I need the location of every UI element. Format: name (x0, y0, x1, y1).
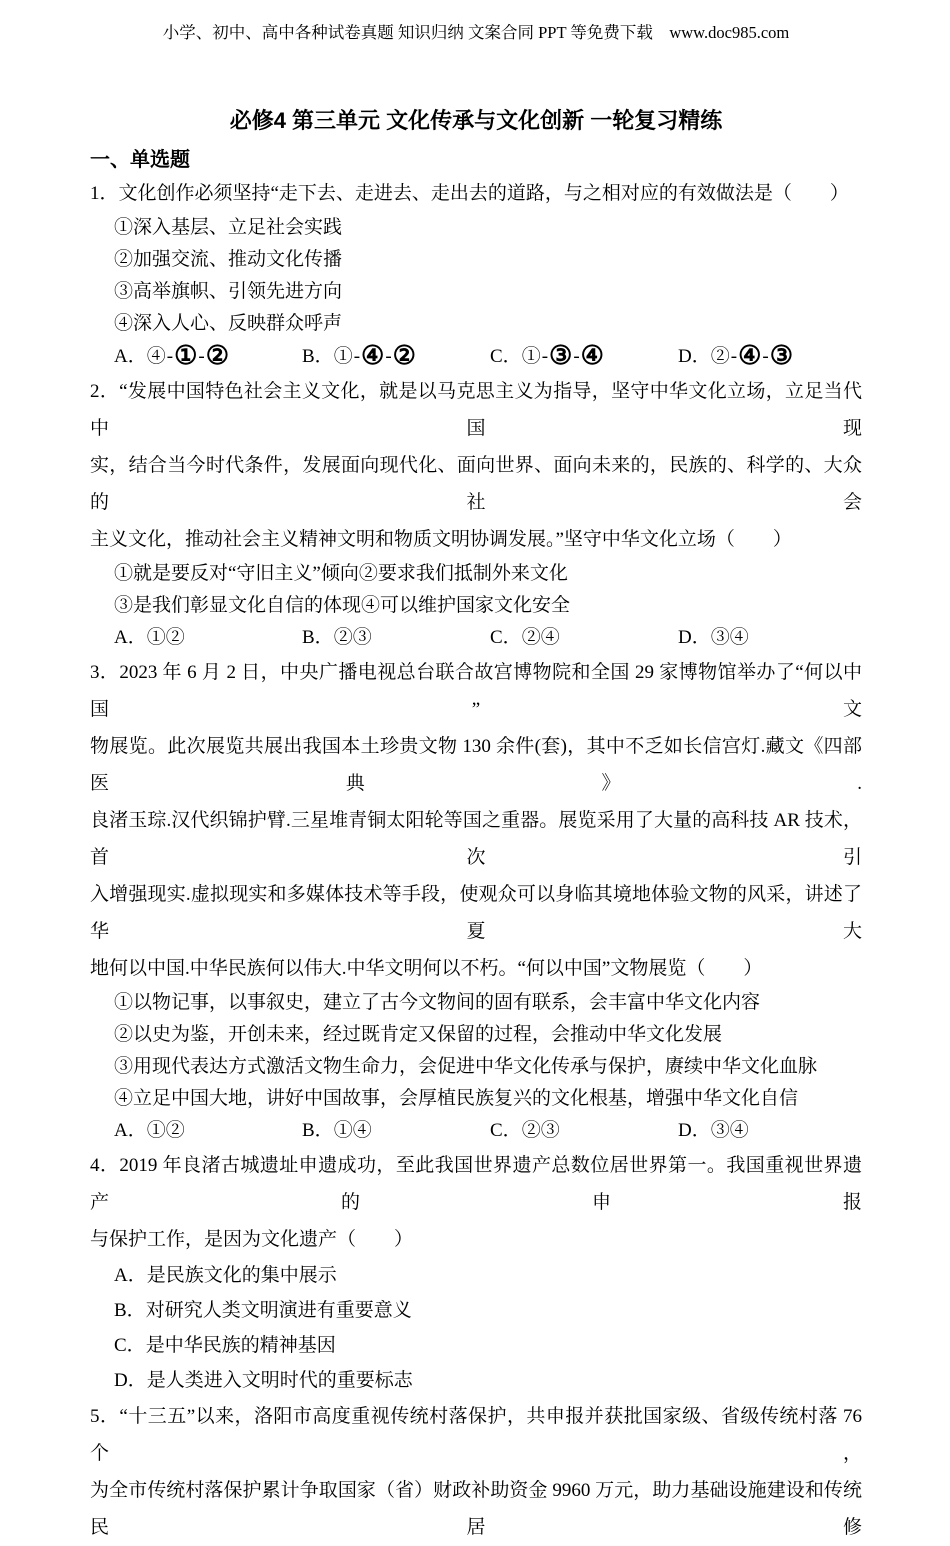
choice-a (114, 1115, 302, 1147)
choice-d (678, 1115, 749, 1147)
choice-row (90, 622, 862, 654)
choice-value: ③④ (710, 627, 749, 648)
statement-item: ②以史为鉴，开创未来，经过既肯定又保留的过程，会推动中华文化发展 (114, 1024, 723, 1045)
question-4 (90, 1147, 862, 1398)
choice-b (302, 1115, 490, 1147)
statement-item: ①以物记事，以事叙史，建立了古今文物间的固有联系，会丰富中华文化内容 (114, 992, 761, 1013)
choice-digit: ② (392, 341, 416, 370)
stem-line: 物展览。此次展览共展出我国本土珍贵文物 130 余件(套)，其中不乏如长信宫灯.藏文《四部医典》. (90, 736, 862, 794)
choice-digit: ③ (769, 341, 794, 370)
choice-digit: ① (521, 346, 541, 367)
choice-a (114, 622, 302, 654)
option-label: C． (114, 1335, 146, 1356)
option-text: 是民族文化的集中展示 (146, 1265, 337, 1286)
choice-c (490, 622, 678, 654)
choice-label: C． (490, 346, 522, 367)
statement-item: ④深入人心、反映群众呼声 (114, 313, 343, 334)
stem-line: 与保护工作，是因为文化遗产（ ） (90, 1229, 414, 1250)
choice-digit: ④ (146, 346, 166, 367)
site-watermark: 小学、初中、高中各种试卷真题 知识归纳 文案合同 PPT 等免费下载 www.doc985.com (162, 23, 790, 42)
statement-item: ③高举旗帜、引领先进方向 (114, 281, 343, 302)
choice-d (678, 340, 793, 373)
option-label: D． (114, 1370, 147, 1391)
option-text: 对研究人类文明演进有重要意义 (145, 1300, 412, 1321)
question-3 (90, 654, 862, 1147)
option-c (90, 1328, 862, 1363)
choice-value: ①② (146, 1120, 185, 1141)
stem-line: 主义文化，推动社会主义精神文明和物质文明协调发展。”坚守中华文化立场（ ） (90, 529, 792, 550)
choice-label: C． (490, 627, 522, 648)
stem-line: 为全市传统村落保护累计争取国家（省）财政补助资金 9960 万元，助力基础设施建设和传统民居修 (90, 1480, 862, 1538)
stem-line: 1．文化创作必须坚持“走下去、走进去、走出去的道路，与之相对应的有效做法是（ ） (90, 183, 849, 204)
choice-d (678, 622, 749, 654)
choice-dash: - (385, 346, 392, 367)
stem-line: 5．“十三五”以来，洛阳市高度重视传统村落保护，共申报并获批国家级、省级传统村落 76 个， (90, 1406, 862, 1464)
choice-label: D． (678, 1120, 711, 1141)
choice-label: A． (114, 1120, 147, 1141)
option-text: 是人类进入文明时代的重要标志 (146, 1370, 413, 1391)
statement-item: ③是我们彰显文化自信的体现④可以维护国家文化安全 (114, 595, 571, 616)
statement-item: ④立足中国大地，讲好中国故事，会厚植民族复兴的文化根基，增强中华文化自信 (114, 1088, 799, 1109)
statement-item: ①就是要反对“守旧主义”倾向②要求我们抵制外来文化 (114, 563, 568, 584)
choice-digit: ④ (738, 341, 762, 370)
question-1 (90, 175, 862, 373)
choice-value: ②④ (521, 627, 560, 648)
section-heading: 一、单选题 (90, 149, 190, 171)
choice-label: B． (302, 627, 334, 648)
choice-dash: - (198, 346, 205, 367)
choice-value: ①② (146, 627, 185, 648)
question-5 (90, 1398, 862, 1546)
choice-dash: - (730, 346, 738, 367)
choice-digit: ④ (361, 341, 385, 370)
choice-digit: ③ (549, 341, 573, 370)
choice-a (114, 340, 302, 373)
stem-line: 入增强现实.虚拟现实和多媒体技术等手段，使观众可以身临其境地体验文物的风采，讲述了华夏大 (90, 884, 862, 942)
choice-label: D． (678, 346, 711, 367)
choice-row (90, 1115, 862, 1147)
option-label: B． (114, 1300, 146, 1321)
choice-digit: ① (174, 341, 198, 370)
choice-value: ②③ (333, 627, 372, 648)
stem-line: 3．2023 年 6 月 2 日，中央广播电视总台联合故宫博物院和全国 29 家博物馆举办了“何以中国”文 (90, 662, 862, 720)
page-title: 必修4 第三单元 文化传承与文化创新 一轮复习精练 (229, 108, 723, 133)
choice-label: D． (678, 627, 711, 648)
choice-label: A． (114, 627, 147, 648)
choice-dash: - (541, 346, 549, 367)
choice-dash: - (762, 346, 769, 367)
option-label: A． (114, 1265, 147, 1286)
choice-label: C． (490, 1120, 522, 1141)
choice-value: ②③ (521, 1120, 560, 1141)
statement-item: ③用现代表达方式激活文物生命力，会促进中华文化传承与保护，赓续中华文化血脉 (114, 1056, 818, 1077)
statement-item: ②加强交流、推动文化传播 (114, 249, 343, 270)
option-d (90, 1363, 862, 1398)
choice-b (302, 622, 490, 654)
choice-value: ①④ (333, 1120, 372, 1141)
question-2 (90, 373, 862, 654)
choice-value: ③④ (710, 1120, 749, 1141)
statement-item: ①深入基层、立足社会实践 (114, 217, 343, 238)
choice-digit: ② (205, 341, 230, 370)
option-b (90, 1293, 862, 1328)
choice-c (490, 1115, 678, 1147)
option-text: 是中华民族的精神基因 (145, 1335, 336, 1356)
choice-c (490, 340, 678, 373)
choice-digit: ④ (580, 341, 604, 370)
choice-digit: ① (333, 346, 353, 367)
choice-b (302, 340, 490, 373)
choice-label: B． (302, 346, 334, 367)
choice-dash: - (573, 346, 580, 367)
stem-line: 良渚玉琮.汉代织锦护臂.三星堆青铜太阳轮等国之重器。展览采用了大量的高科技 AR 技术，首次引 (90, 810, 862, 868)
choice-digit: ② (710, 346, 730, 367)
choice-row (90, 340, 862, 373)
stem-line: 4．2019 年良渚古城遗址申遗成功，至此我国世界遗产总数位居世界第一。我国重视世界遗产的申报 (90, 1155, 862, 1213)
choice-label: B． (302, 1120, 334, 1141)
stem-line: 实，结合当今时代条件，发展面向现代化、面向世界、面向未来的，民族的、科学的、大众的社会 (90, 455, 862, 513)
choice-dash: - (166, 346, 174, 367)
option-a (90, 1258, 862, 1293)
choice-dash: - (353, 346, 361, 367)
stem-line: 2．“发展中国特色社会主义文化，就是以马克思主义为指导，坚守中华文化立场，立足当代中国现 (90, 381, 862, 439)
stem-line: 地何以中国.中华民族何以伟大.中华文明何以不朽。“何以中国”文物展览（ ） (90, 958, 763, 979)
choice-label: A． (114, 346, 147, 367)
